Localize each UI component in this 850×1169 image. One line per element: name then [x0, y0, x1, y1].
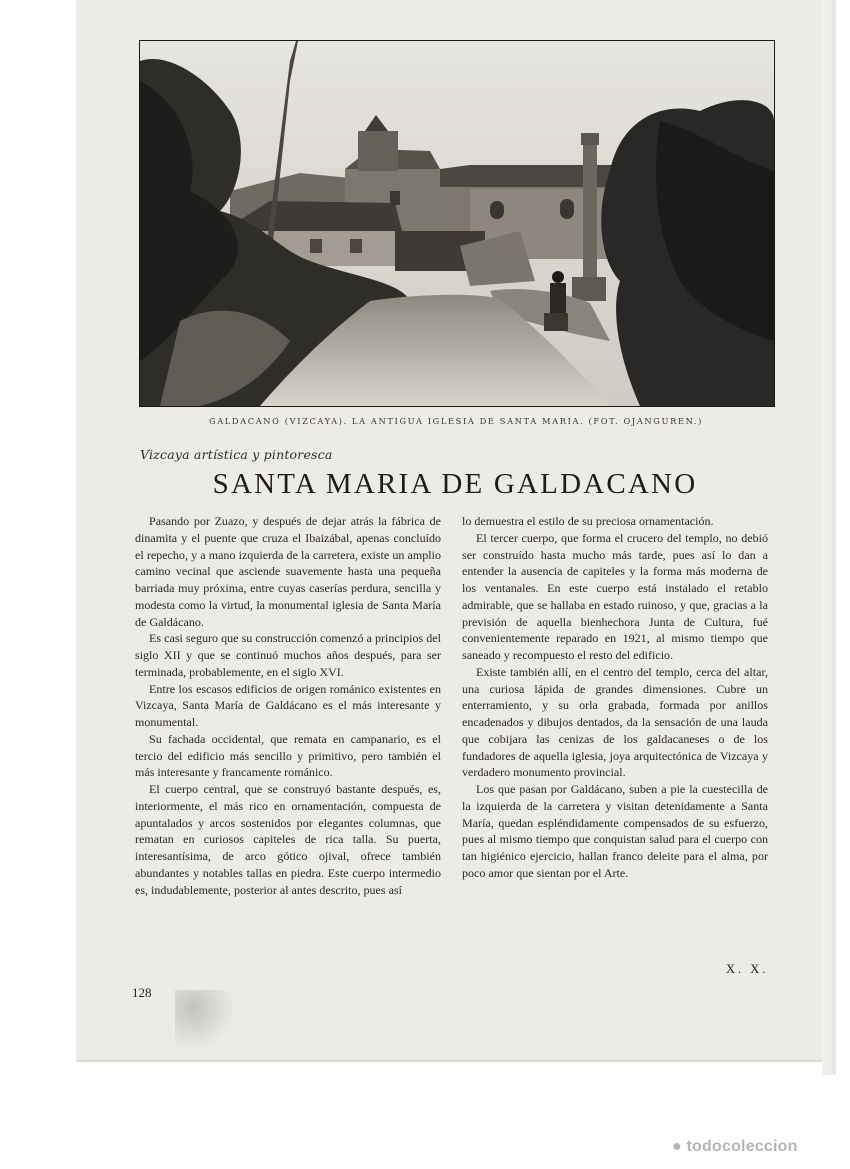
paragraph: El cuerpo central, que se construyó bastante después, es, interiormente, el más rico en ornamentación, compuesta de apuntalados y arcos sostenidos por elegantes columnas, que rematan en curiosos capiteles de rica talla. Su puerta, interesantísima, de arco gótico ojival, ofrece también abundantes y notables tallas en piedra. Este cuerpo intermedio es, indudablemente, posterior al antes descrito, pues así	[135, 782, 441, 897]
author-signature: X. X.	[726, 962, 769, 976]
paragraph: Es casi seguro que su construcción comenzó a principios del siglo XII y que se continuó muchos años después, para ser terminada, probablemente, en el siglo XVI.	[135, 631, 441, 679]
photo-caption: GALDACANO (VIZCAYA). LA ANTIGUA IGLESIA DE SANTA MARIA. (FOT. OJANGUREN.)	[208, 416, 704, 426]
article-left-column	[135, 513, 441, 898]
article-title: SANTA MARIA DE GALDACANO	[212, 468, 698, 500]
paragraph: lo demuestra el estilo de su preciosa ornamentación.	[462, 514, 714, 528]
paragraph: Existe también allí, en el centro del templo, cerca del altar, una curiosa lápida de grandes dimensiones. Cubre un enterramiento, y su orla grabada, formada por anillos encadenados y dibujos dentados, da la sensación de una lauda que cobijara las cenizas de los galdacaneses o de los fundadores de aquella iglesia, joya arquitectónica de Vizcaya y verdadero monumento provincial.	[462, 664, 768, 780]
paragraph: Su fachada occidental, que remata en campanario, es el tercio del edificio más sencillo y primitivo, pero también el más interesante y francamente románico.	[135, 731, 441, 780]
section-kicker: Vizcaya artística y pintoresca	[140, 447, 333, 462]
church-photograph	[139, 40, 775, 407]
watermark-logo: ● todocoleccion	[672, 1138, 798, 1155]
article-right-column	[462, 513, 768, 882]
paper-stain	[175, 990, 235, 1050]
watermark-text: todocoleccion	[686, 1138, 798, 1155]
paragraph: El tercer cuerpo, que forma el crucero del templo, no debió ser construído hasta mucho más tarde, pues así lo dan a entender la ausencia de capiteles y la forma más moderna de los ventanales. En este cuerpo está instalado el retablo admirable, que se hallaba en estado ruinoso, y que, gracias a la previsión de aquella bienhechora Junta de Cultura, fué convenientemente reparado en 1921, al mismo tiempo que saneado y recompuesto el resto del edificio.	[462, 530, 768, 662]
paragraph: Los que pasan por Galdácano, suben a pie la cuestecilla de la izquierda de la carretera y visitan detenidamente a Santa María, quedan espléndidamente compensados de su esfuerzo, pues al mismo tiempo que conquistan salud para el cuerpo con tan higiénico ejercicio, hallan franco deleite para el alma, por poco amor que sientan por el Arte.	[462, 782, 768, 880]
page-edge	[822, 0, 836, 1075]
church-photo-illustration	[140, 41, 774, 406]
page-number: 128	[132, 985, 152, 1000]
paragraph: Entre los escasos edificios de origen románico existentes en Vizcaya, Santa María de Galdácano es el más interesante y monumental.	[135, 681, 441, 729]
paragraph: Pasando por Zuazo, y después de dejar atrás la fábrica de dinamita y el puente que cruza el Ibaizábal, apenas concluído el repecho, y a mano izquierda de la carretera, existe un amplio camino vecinal que asciende suavemente hasta una pequeña barriada muy próxima, entre cuyas caserías perdura, sencilla y modesta como la virtud, la monumental iglesia de Santa María de Galdácano.	[135, 514, 441, 629]
